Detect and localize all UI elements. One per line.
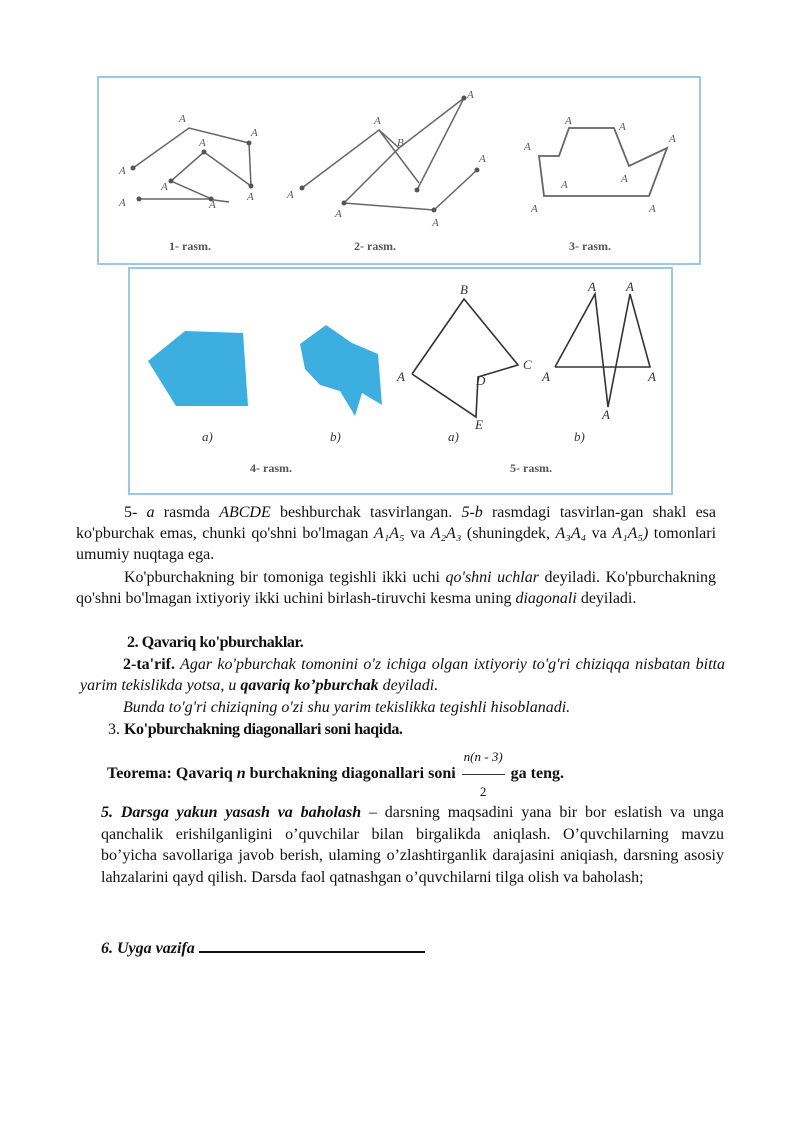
fig5a-label: D — [476, 373, 486, 388]
theorem: Teorema: Qavariq n burchakning diagonallari soni $\frac{n(n - 3)}{2}$ ga teng. — [107, 740, 564, 809]
fig1-label: A — [199, 137, 206, 149]
figure-4b-polygon — [300, 325, 382, 416]
fig2-label: A — [467, 89, 474, 101]
diagonal-formula: $\frac{n(n - 3)}{2}$ — [462, 740, 505, 809]
fig2-label: B — [397, 137, 404, 149]
fig2-label: A — [335, 208, 342, 220]
fig1-label: A — [119, 197, 126, 209]
fig5a-label: E — [475, 417, 483, 432]
fig3-label: A — [565, 115, 572, 127]
fig4b-label: b) — [330, 429, 341, 444]
fig1-label: A — [119, 165, 126, 177]
definition-note: Bunda to'g'ri chiziqning o'zi shu yarim tekislikka tegishli hisoblanadi. — [123, 699, 571, 716]
figure-bottom — [128, 267, 673, 495]
fig2-label: A — [479, 153, 486, 165]
fig5b-label: A — [602, 407, 610, 422]
fig1-label: A — [179, 113, 186, 125]
paragraph-1: 5- a rasmda ABCDE beshburchak tasvirlangan. 5-b rasmdagi tasvirlan-gan shakl esa ko'pburchak emas, chunki qo'shni bo'lmagan A₁A₅ va A₂A₃ (shuningdek, A₃A₄ va A₁A₅) tomonlari umumiy nuqtaga ega. — [76, 504, 717, 563]
figure-5a-polygon — [412, 299, 518, 417]
caption-2: 2- rasm. — [354, 239, 396, 253]
figure-top-drawing — [99, 78, 699, 263]
fig5b-label: A — [588, 279, 596, 294]
fig5a-label: C — [523, 357, 532, 372]
fig1-label: A — [161, 181, 168, 193]
fig1-label: A — [209, 199, 216, 211]
homework-blank-line[interactable] — [199, 937, 425, 953]
fig3-label: A — [669, 133, 676, 145]
fig2-label: A — [374, 115, 381, 127]
fig3-label: A — [531, 203, 538, 215]
fig2-label: A — [432, 217, 439, 229]
fig5b-label: A — [626, 279, 634, 294]
fig3-label: A — [621, 173, 628, 185]
definition-2: 2-ta'rif. Agar ko'pburchak tomonini o'z ichiga olgan ixtiyoriy to'g'ri chiziqqa nisbatan bitta yarim tekislikda yotsa, u qavariq ko’pburchak deyiladi. — [80, 656, 725, 694]
fig5b-label: A — [542, 369, 550, 384]
section-6: 6. Uyga vazifa — [101, 937, 425, 959]
section-5: 5. Darsga yakun yasash va baholash – darsning maqsadini yana bir bor eslatish va unga qanchalik erishilganligini o’quvchilar bilan birgalikda aniqlash. O’quvchilarning mavzu bo’yicha savollariga javob berish, ulaming o’zlashtirganlik darajasini aniqiash, darsning asosiy lahzalarini qayd qilish. Darsda faol qatnashgan o’quvchilarni tilga olish va baholash; — [101, 804, 724, 886]
fig4a-label: a) — [202, 429, 213, 444]
fig5b-sublabel: b) — [574, 429, 585, 444]
fig5a-sublabel: a) — [448, 429, 459, 444]
figure-5b-polygon — [555, 294, 650, 407]
heading-3: 3. Ko'pburchakning diagonallari soni haqida. — [108, 721, 403, 738]
caption-5: 5- rasm. — [510, 461, 552, 475]
figure-3-polygon — [539, 128, 667, 196]
fig1-label: A — [247, 191, 254, 203]
caption-4: 4- rasm. — [250, 461, 292, 475]
fig1-label: A — [251, 127, 258, 139]
figure-4a-polygon — [148, 331, 248, 406]
caption-3: 3- rasm. — [569, 239, 611, 253]
fig2-label: A — [287, 189, 294, 201]
fig3-label: A — [619, 121, 626, 133]
fig5b-label: A — [648, 369, 656, 384]
figure-bottom-drawing — [130, 269, 671, 493]
fig3-label: A — [649, 203, 656, 215]
figure-top — [97, 76, 701, 265]
paragraph-2: Ko'pburchakning bir tomoniga tegishli ikki uchi qo'shni uchlar deyiladi. Ko'pburchakning qo'shni bo'lmagan ixtiyoriy ikki uchini birlash-tiruvchi kesma uning diagonali deyiladi. — [76, 569, 717, 607]
fig3-label: A — [561, 179, 568, 191]
fig5a-label: A — [397, 369, 405, 384]
figure-2-polyline — [302, 98, 477, 210]
figure-5b-labels — [541, 279, 656, 422]
fig5a-label: B — [460, 282, 468, 297]
fig3-label: A — [524, 141, 531, 153]
figure-1-polyline — [133, 128, 251, 202]
heading-2: 2. Qavariq ko'pburchaklar. — [127, 634, 304, 651]
caption-1: 1- rasm. — [169, 239, 211, 253]
